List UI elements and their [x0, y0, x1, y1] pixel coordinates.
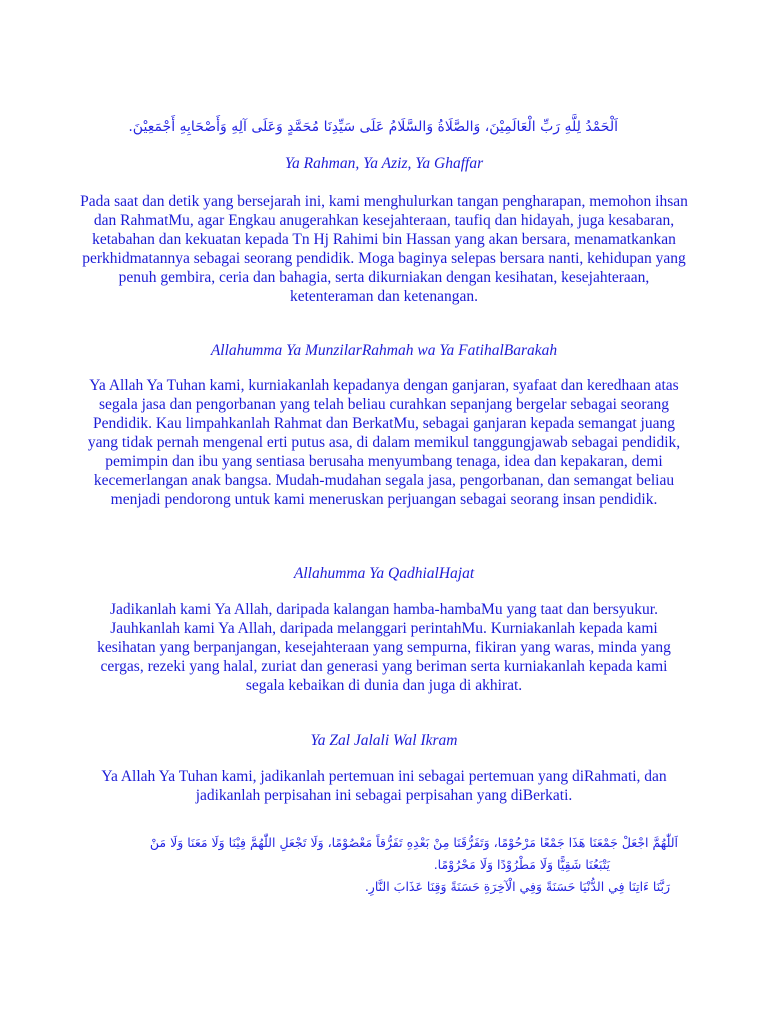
section-paragraph-4 — [80, 767, 688, 805]
arabic-closing-line-2: يَتْبَعُنَا شَقِيًّا وَلَا مَطْرُوْدًا وَلَا مَحْرُوْمًا. — [433, 857, 610, 872]
paragraph-text: Jadikanlah kami Ya Allah, daripada kalangan hamba-hambaMu yang taat dan bersyukur. Jauhkanlah kami Ya Allah, daripada melanggari perintahMu. Kurniakanlah kepada kami kesihatan yang berpanjangan, kesejahteraan yang sempurna, fikiran yang waras, minda yang cergas, rezeki yang halal, zuriat dan generasi yang beriman serta kurniakanlah kepada kami segala kebaikan di dunia dan juga di akhirat. — [97, 601, 671, 694]
paragraph-text: Ya Allah Ya Tuhan kami, kurniakanlah kepadanya dengan ganjaran, syafaat dan keredhaan atas segala jasa dan pengorbanan yang telah beliau curahkan sepanjang bergelar sebagai seorang Pendidik. Kau limpahkanlah Rahmat dan BerkatMu, sebagai ganjaran kepada semangat juang yang tidak pernah mengenal erti putus asa, di dalam memikul tanggungjawab sebagai pendidik, pemimpin dan ibu yang sentiasa berusaha menyumbang tenaga, idea dan kepakaran, demi kecemerlangan anak bangsa. Mudah-mudahan segala jasa, pengorbanan, dan semangat beliau menjadi pendorong untuk kami meneruskan perjuangan sebagai seorang insan pendidik. — [87, 377, 681, 508]
section-heading-3: Allahumma Ya QadhialHajat — [293, 565, 475, 582]
section-paragraph-3 — [80, 600, 688, 695]
arabic-closing-line-1: اَللّٰهُمَّ اجْعَلْ جَمْعَنَا هَذَا جَمْعًا مَرْحُوْمًا، وَتَفَرُّقَنَا مِنْ بَعْدِهِ تَفَرُّقاً مَعْصُوْمًا، وَلَا تَجْعَلِ اللّٰهُمَّ فِيْنَا وَلَا مَعَنَا وَلَا مَنْ — [149, 835, 678, 850]
section-heading-1: Ya Rahman, Ya Aziz, Ya Ghaffar — [284, 155, 484, 172]
section-paragraph-2 — [80, 376, 688, 509]
paragraph-text: Ya Allah Ya Tuhan kami, jadikanlah pertemuan ini sebagai pertemuan yang diRahmati, dan jadikanlah perpisahan ini sebagai perpisahan yang diBerkati. — [101, 768, 667, 804]
arabic-opening-prayer: اَلْحَمْدُ لِلَّهِ رَبِّ الْعَالَمِيْنَ، وَالصَّلَاةُ وَالسَّلَامُ عَلَى سَيِّدِنَا مُحَمَّدٍ وَعَلَى آلِهِ وَأَصْحَابِهِ أَجْمَعِيْنَ. — [128, 119, 618, 135]
paragraph-text: Pada saat dan detik yang bersejarah ini, kami menghulurkan tangan pengharapan, memohon ihsan dan RahmatMu, agar Engkau anugerahkan kesejahteraan, taufiq dan hidayah, juga kesabaran, ketabahan dan kekuatan kepada Tn Hj Rahimi bin Hassan yang akan bersara, menamatkankan perkhidmatannya sebagai seorang pendidik. Moga baginya selepas bersara nanti, kehidupan yang penuh gembira, ceria dan bahagia, serta dikurniakan dengan kesihatan, kesejahteraan, ketenteraman dan ketenangan. — [80, 193, 688, 305]
arabic-closing-line-3: رَبَّنَا ءَاتِنَا فِي الدُّنْيَا حَسَنَةً وَفِي الْآخِرَةِ حَسَنَةً وَقِنَا عَذَابَ النَّارِ. — [364, 879, 670, 894]
section-heading-2: Allahumma Ya MunzilarRahmah wa Ya FatihalBarakah — [210, 342, 558, 359]
section-heading-4: Ya Zal Jalali Wal Ikram — [310, 732, 458, 749]
section-paragraph-1 — [80, 192, 688, 306]
